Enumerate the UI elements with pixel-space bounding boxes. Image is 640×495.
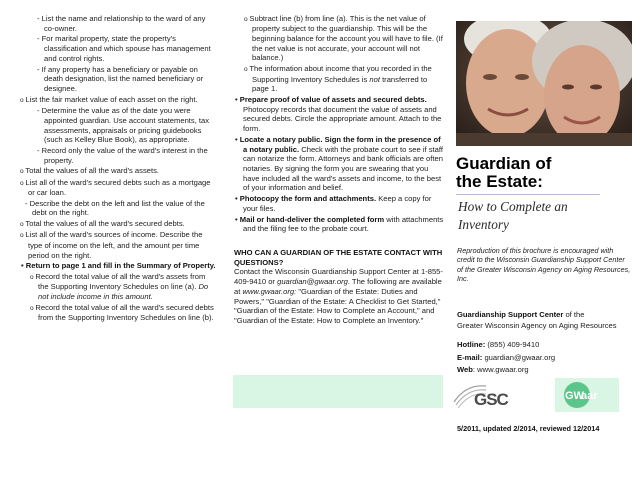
list-item: o Total the values of all the ward's assets. bbox=[20, 166, 216, 176]
title-divider bbox=[456, 194, 600, 195]
title-line-1: Guardian of bbox=[456, 154, 552, 173]
contact-website-link[interactable]: www.gwaar.org: bbox=[242, 286, 297, 296]
column-1 bbox=[20, 14, 216, 324]
locate-text: Check with the probate court to see if staff can notarize the form. Attorneys and bank officials are often notaries. By signing the form you are swearing that you have included all the ward's assets and income, to the best of your information and belief. bbox=[243, 144, 443, 193]
prepare-heading: Prepare proof of value of assets and secured debts. bbox=[239, 94, 427, 104]
org-name-full: Greater Wisconsin Agency on Aging Resources bbox=[457, 321, 617, 330]
list-item: o Total the values of all the ward's secured debts. bbox=[20, 219, 216, 229]
instructions-list-2 bbox=[234, 14, 446, 234]
list-item-photocopy bbox=[234, 194, 446, 213]
list-item-record-debts: o Record the total value of all the ward's secured debts from the Supporting Inventory Schedules on line (b). bbox=[20, 303, 216, 323]
green-panel bbox=[233, 375, 443, 408]
mail-heading: Mail or hand-deliver the completed form bbox=[239, 214, 385, 224]
return-instruction: Return to page 1 and fill in the Summary of Property. bbox=[25, 261, 216, 271]
list-item: - List the name and relationship to the ward of any co-owner. bbox=[20, 14, 216, 33]
contact-email-link[interactable]: guardian@gwaar.org bbox=[277, 277, 348, 287]
gwaar-logo bbox=[555, 378, 619, 412]
list-item: o List all of the ward's secured debts such as a mortgage or car loan. bbox=[20, 178, 216, 198]
list-item-prepare bbox=[234, 95, 446, 134]
gsc-logo bbox=[452, 380, 514, 410]
list-item: - Record only the value of the ward's interest in the property. bbox=[20, 146, 216, 165]
income-info-text: The information about income that you recorded in the Supporting Inventory Schedules is bbox=[249, 64, 432, 84]
revision-dates: 5/2011, updated 2/2014, reviewed 12/2014 bbox=[457, 424, 600, 433]
gwaar-logo-graphic bbox=[555, 378, 619, 412]
list-item-return bbox=[20, 261, 216, 271]
publications-list: "Guardian of the Estate: Duties and Powers," "Guardian of the Estate: A Checklist to Get Started," "Guardian of the Estate: How to Complete an Account," and "Guardian of the Estate: How to Complete an Inventory." bbox=[234, 286, 441, 326]
instructions-list-1 bbox=[20, 14, 216, 323]
subtitle-line-2: Inventory bbox=[458, 216, 509, 232]
list-item-locate bbox=[234, 135, 446, 193]
web-label: Web bbox=[457, 365, 473, 375]
email-value[interactable]: guardian@gwaar.org bbox=[484, 352, 556, 362]
brochure-subtitle bbox=[458, 198, 628, 233]
contact-paragraph bbox=[234, 267, 446, 325]
cover-photo bbox=[456, 21, 632, 146]
list-item-income-info bbox=[234, 64, 446, 94]
hotline-row bbox=[457, 339, 632, 352]
list-item-record-assets bbox=[20, 272, 216, 302]
mail-text: with attachments and the filing fee to the probate court. bbox=[243, 214, 444, 234]
email-row bbox=[457, 352, 632, 365]
list-item: o List all of the ward's sources of income. Describe the type of income on the left, and the amount per time period on the right. bbox=[20, 230, 216, 260]
photocopy-heading: Photocopy the form and attachments. bbox=[239, 194, 377, 204]
locate-heading: Locate a notary public. Sign the form in the presence of a notary public. bbox=[239, 134, 441, 154]
income-info-not: not bbox=[369, 74, 380, 84]
gwaar-logo-aar: aar bbox=[581, 390, 598, 402]
org-name-bold: Guardianship Support Center bbox=[457, 310, 564, 319]
income-info-post: transferred to page 1. bbox=[252, 74, 428, 94]
elderly-couple-image bbox=[456, 21, 632, 146]
list-item: - Determine the value as of the date you were appointed guardian. Use account statements, tax assessments, appraisals or pricing guidebooks (such as Kelley Blue Book), as appropriate. bbox=[20, 106, 216, 145]
email-label: E-mail: bbox=[457, 352, 483, 362]
list-item-mail bbox=[234, 215, 446, 234]
organization-name bbox=[457, 309, 632, 331]
web-row bbox=[457, 364, 632, 377]
gwaar-logo-gw: GW bbox=[565, 390, 584, 402]
subtitle-line-1: How to Complete an bbox=[458, 199, 568, 214]
org-name-of: of the bbox=[565, 310, 585, 319]
who-contact-heading: WHO CAN A GUARDIAN OF THE ESTATE CONTACT WITH QUESTIONS? bbox=[234, 248, 443, 267]
list-item: - For marital property, state the property's classification and which spouse has management and control rights. bbox=[20, 34, 216, 63]
hotline-label: Hotline: bbox=[457, 340, 486, 349]
contact-mid-text: . The following are available at bbox=[234, 277, 442, 296]
gsc-logo-text: GSC bbox=[474, 390, 508, 409]
list-item: o List the fair market value of each asset on the right. bbox=[20, 95, 216, 105]
list-item: - Describe the debt on the left and list the value of the debt on the right. bbox=[20, 199, 216, 218]
contact-text: Contact the Wisconsin Guardianship Support Center at 1-855-409-9410 or bbox=[234, 267, 443, 287]
hotline-value[interactable]: (855) 409-9410 bbox=[487, 340, 540, 349]
record-assets-note: Do not include income in this amount. bbox=[38, 282, 209, 301]
web-value[interactable]: : www.gwaar.org bbox=[472, 365, 529, 375]
gsc-logo-graphic bbox=[452, 380, 514, 410]
list-item-subtract: o Subtract line (b) from line (a). This is the net value of property subject to the guardianship. This will be the beginning balance for the account you will have to file. (If the net value is not accurate, your account will not balance.) bbox=[234, 14, 446, 63]
reproduction-notice: Reproduction of this brochure is encouraged with credit to the Wisconsin Guardianship Support Center of the Greater Wisconsin Agency on Aging Resources, Inc. bbox=[457, 246, 631, 284]
brochure-title bbox=[456, 155, 632, 192]
column-2 bbox=[234, 14, 446, 326]
contact-block bbox=[457, 339, 632, 377]
record-assets-text: Record the total value of all the ward's assets from the Supporting Inventory Schedules on line (a). bbox=[35, 271, 206, 292]
title-line-2: the Estate: bbox=[456, 172, 543, 192]
photocopy-text: Keep a copy for your files. bbox=[243, 194, 432, 213]
prepare-text: Photocopy records that document the value of assets and secured debts. Circle the appropriate amount. Attach to the form. bbox=[243, 104, 442, 134]
list-item: - If any property has a beneficiary or payable on death designation, list the named beneficiary or designee. bbox=[20, 65, 216, 94]
